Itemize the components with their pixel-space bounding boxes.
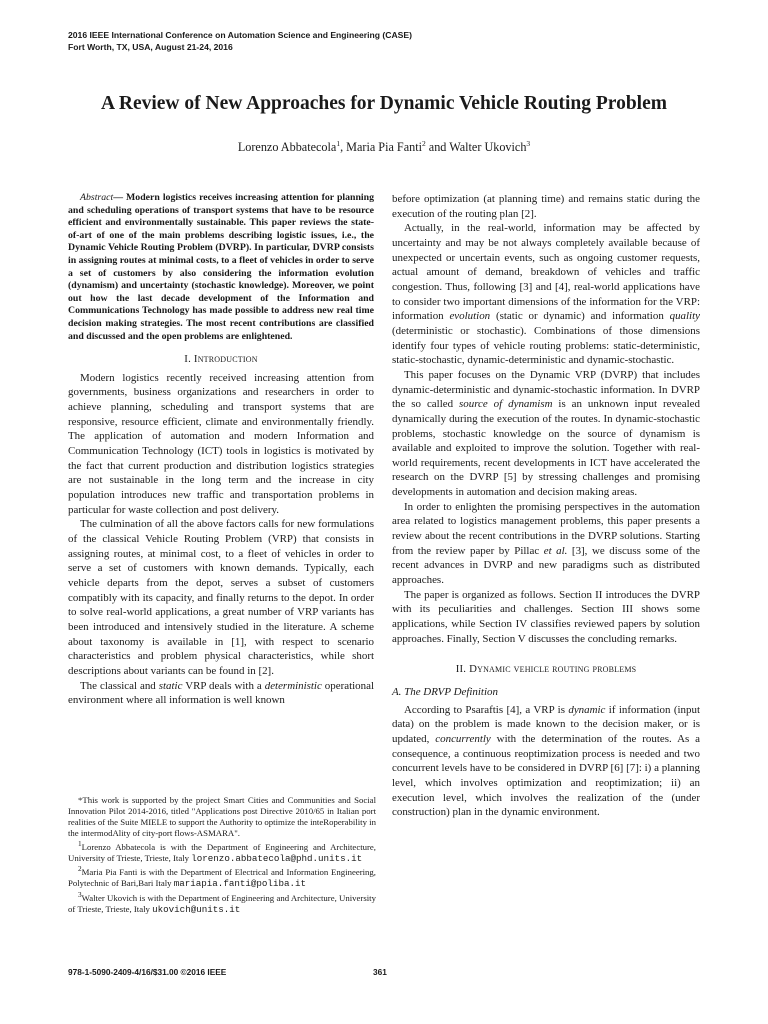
author-email: ukovich@units.it — [152, 903, 241, 915]
footnote-3 — [68, 890, 376, 915]
left-column — [68, 192, 374, 708]
author-3-affil: 3 — [526, 139, 531, 148]
author-2-affil: 2 — [421, 139, 426, 148]
subsection-heading: A. The DRVP Definition — [392, 686, 498, 698]
footnotes — [68, 795, 376, 915]
right-paragraph-2 — [392, 221, 700, 368]
abstract-text: Modern logistics receives increasing attention for planning and scheduling operations of transport systems that have to be resource efficient and environmentally sustainable. This paper reviews the state-of-art of one of the main problems describing logistic issues, i.e., the Dynamic Vehicle Routing Problem (DVRP). In particular, DVRP consists in assigning routes at minimal costs, to a fleet of vehicles in order to serve a set of customers by also considering the information evolution (dynamism) and uncertainty (stochastic knowledge). Moreover, we point out how the last decade development of the Information and Communications Technology has made possible to address new real time decision making strategies. The most recent contributions are classified and discussed and the open problems are enlightened. — [68, 192, 374, 342]
right-paragraph-6 — [392, 703, 700, 820]
funding-footnote: *This work is supported by the project Smart Cities and Communities and Social Innovation Pilot 2014-2016, titled "Applications post Directive 2010/65 in Italian port realities of the Suite MIELE to support the Authority to optimize the inteRoperability in the intermodAlity of city-port flows-ASMARA". — [68, 795, 376, 839]
section-title: Dynamic vehicle routing problems — [469, 663, 637, 676]
footnote-text: Lorenzo Abbatecola is with the Department of Engineering and Architecture, University of Trieste, Trieste, Italy — [68, 842, 376, 864]
author-sep: and — [425, 140, 450, 155]
right-paragraph-4 — [392, 500, 700, 588]
footnote-text: Maria Pia Fanti is with the Department of Electrical and Information Engineering, Polytechnic of Bari,Bari Italy — [68, 867, 376, 889]
author-1: Lorenzo Abbatecola — [237, 140, 337, 155]
footnote-mark: 1 — [78, 840, 82, 849]
footnote-1 — [68, 839, 376, 864]
emphasis: et al. — [543, 544, 568, 557]
section-number: I. — [184, 353, 194, 366]
emphasis: evolution — [449, 310, 491, 323]
text-run: (static or dynamic) and information — [490, 310, 670, 323]
text-run: operational environment where all information is well known — [68, 679, 374, 707]
text-run: In order to enlighten the promising perspectives in the automation area related to logistics management problems, this paper presents a review about the recent contributions in the DVRP solutions. Starting from the review paper by Pillac — [392, 500, 700, 557]
footnote-mark: 3 — [78, 890, 82, 899]
text-run: According to Psaraftis [4], a VRP is — [404, 703, 569, 716]
copyright-isbn: 978-1-5090-2409-4/16/$31.00 ©2016 IEEE — [68, 967, 227, 977]
text-run: is an unknown input revealed dynamically during the execution of the routes. In dynamic-stochastic problems, stochastic knowledge on the source of dynamism is available and exploited to improve the solution. Together with real-world requirements, recent developments in ICT have accelerated the research on the DVRP [5] by stressing challenges and promising developments in automation and decision making areas. — [392, 398, 700, 499]
conference-location: Fort Worth, TX, USA, August 21-24, 2016 — [68, 41, 233, 52]
text-run: VRP deals with a — [182, 679, 265, 692]
author-1-affil: 1 — [336, 139, 341, 148]
emphasis: concurrently — [435, 732, 491, 745]
footnote-2 — [68, 864, 376, 889]
right-column — [392, 192, 700, 820]
text-run: [3], we discuss some of the recent advances in DVRP and new paradigms such as distributed approaches. — [392, 544, 700, 587]
section-heading-introduction — [68, 352, 374, 367]
text-run: with the determination of the routes. As a consequence, a continuous reoptimization process is needed and two concurrent levels have to be considered in DVRP [6] [7]: i) a planning level, which involves optimization and reoptimization; ii) an execution level, which involves the realization of the (under construction) plan in the dynamic environment. — [392, 732, 700, 819]
text-run: Actually, in the real-world, information may be affected by uncertainty and may be not always completely available because of unexpected or uncertain events, such as ongoing customer requests, actual amount of demand, breakdown of vehicles and traffic congestion. Thus, following [3] and [4], real-world applications have to consider two important dimensions of the information for the VRP: information — [392, 222, 700, 323]
section-title: Introduction — [193, 353, 258, 366]
footnote-mark: 2 — [78, 865, 82, 874]
intro-paragraph-1: Modern logistics recently received increasing attention from governments, business organizations and researchers in order to achieve planning, scheduling and transport systems that are responsive, resource efficient, climate and environmentally friendly. The application of automation and modern Information and Communication Technology (ICT) tools in logistics is motivated by the fact that current production and distribution logistics strategies are not sustainable in the long term and the increase in city population introduces new traffic and transportation problems in particular for waste collection and post delivery. — [68, 371, 374, 516]
footnote-text: Walter Ukovich is with the Department of Engineering and Architecture, University of Trieste, Trieste, Italy — [68, 892, 376, 914]
emphasis: source of dynamism — [459, 398, 553, 411]
text-run: if information (input data) on the problem is made known to the decision maker, or is updated, — [392, 703, 700, 745]
abstract-label: Abstract — [80, 192, 114, 203]
abstract-dash: — — [113, 192, 127, 203]
emphasis: static — [158, 679, 183, 692]
author-email: lorenzo.abbatecola@phd.units.it — [191, 853, 363, 865]
author-list — [0, 136, 768, 155]
text-run: The classical and — [80, 679, 159, 692]
text-run: This paper focuses on the Dynamic VRP (DVRP) that includes dynamic-deterministic and dynamic-stochastic information. In DVRP the so called — [392, 368, 700, 411]
text-run: (deterministic or stochastic). Combinations of those dimensions identify four types of vehicle routing problems: static-deterministic, static-stochastic, dynamic-deterministic and dynamic-stochastic. — [392, 324, 700, 367]
author-sep: , — [340, 140, 347, 155]
right-paragraph-5: The paper is organized as follows. Section II introduces the DVRP with its peculiarities and challenges. Section III shows some applications, while Section IV classifies reviewed papers by solution approaches. Finally, Section V discusses the concluding remarks. — [392, 588, 700, 645]
section-heading-dvrp — [392, 662, 700, 677]
emphasis: quality — [669, 310, 700, 323]
page-number: 361 — [373, 967, 387, 977]
conference-name: 2016 IEEE International Conference on Automation Science and Engineering (CASE) — [68, 30, 412, 40]
right-paragraph-3 — [392, 368, 700, 500]
intro-paragraph-2: The culmination of all the above factors calls for new formulations of the classical Vehicle Routing Problem (VRP) that consists in assigning routes, at minimal cost, to a fleet of vehicles in order to serve a set of customers with known demands. Typically, each vehicle departs from the depot, serves a subset of customers compatibly with its capacity, and finally returns to the depot. In order to solve real-world applications, a great number of VRP variants has been introduced and intensively studied in the literature. A scheme about taxonomy is available in [1], with respect to scenario characteristics and problem physical characteristics, while short descriptions about variants can be found in [2]. — [68, 518, 374, 677]
author-3: Walter Ukovich — [449, 140, 527, 155]
abstract — [68, 192, 374, 343]
intro-paragraph-3 — [68, 679, 374, 708]
section-number: II. — [455, 663, 470, 676]
author-email: mariapia.fanti@poliba.it — [173, 878, 307, 890]
emphasis: dynamic — [568, 703, 606, 716]
author-2: Maria Pia Fanti — [346, 140, 422, 155]
right-paragraph-1: before optimization (at planning time) and remains static during the execution of the routing plan [2]. — [392, 193, 700, 220]
emphasis: deterministic — [264, 679, 322, 692]
conference-header — [68, 30, 668, 53]
paper-title: A Review of New Approaches for Dynamic Vehicle Routing Problem — [100, 93, 667, 114]
